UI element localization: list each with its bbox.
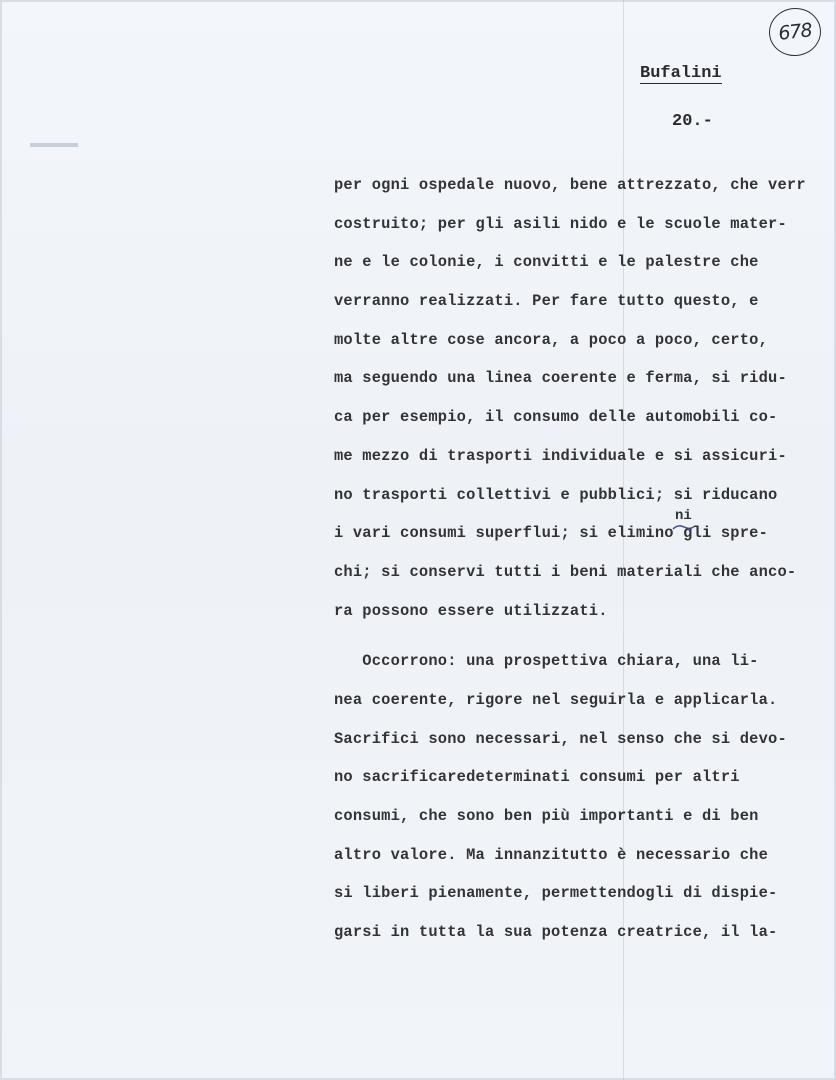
- handwritten-insertion: ni: [675, 508, 692, 524]
- text-line: Sacrifici sono necessari, nel senso che si devo-: [334, 729, 787, 748]
- text-line: no trasporti collettivi e pubblici; si riducano: [334, 485, 778, 504]
- text-line: garsi in tutta la sua potenza creatrice, il la-: [334, 923, 778, 942]
- archive-stamp: [767, 5, 824, 58]
- text-line: per ogni ospedale nuovo, bene attrezzato, che verr: [334, 176, 806, 194]
- text-line: Occorrono: una prospettiva chiara, una li-: [334, 652, 759, 671]
- text-line: ra possono essere utilizzati.: [334, 601, 608, 620]
- page-number: 20.-: [672, 112, 713, 131]
- text-line: verranno realizzati. Per fare tutto questo, e: [334, 292, 759, 311]
- text-line: i vari consumi superflui; si elimino gli spre-: [334, 524, 769, 543]
- text-line: molte altre cose ancora, a poco a poco, certo,: [334, 330, 769, 349]
- text-line: me mezzo di trasporti individuale e si assicuri-: [334, 446, 787, 465]
- text-line: ca per esempio, il consumo delle automobili co-: [334, 408, 778, 427]
- text-line: chi; si conservi tutti i beni materiali che anco-: [334, 562, 797, 581]
- text-line: si liberi pienamente, permettendogli di dispie-: [334, 884, 778, 903]
- text-line: altro valore. Ma innanzitutto è necessario che: [334, 845, 769, 864]
- paragraph: [334, 170, 836, 634]
- stamp-number: 678: [777, 19, 813, 45]
- text-line: nea coerente, rigore nel seguirla e applicarla.: [334, 690, 778, 709]
- text-line: consumi, che sono ben più importanti e di ben: [334, 807, 759, 825]
- text-line: no sacrificaredeterminati consumi per altri: [334, 768, 740, 787]
- typed-text-body: [334, 170, 836, 956]
- text-line: ne e le colonie, i convitti e le palestre che: [334, 253, 759, 272]
- text-line: ma seguendo una linea coerente e ferma, si ridu-: [334, 369, 787, 388]
- author-header: Bufalini: [640, 64, 722, 83]
- text-line: costruito; per gli asili nido e le scuole mater-: [334, 214, 787, 233]
- paragraph: [334, 646, 836, 956]
